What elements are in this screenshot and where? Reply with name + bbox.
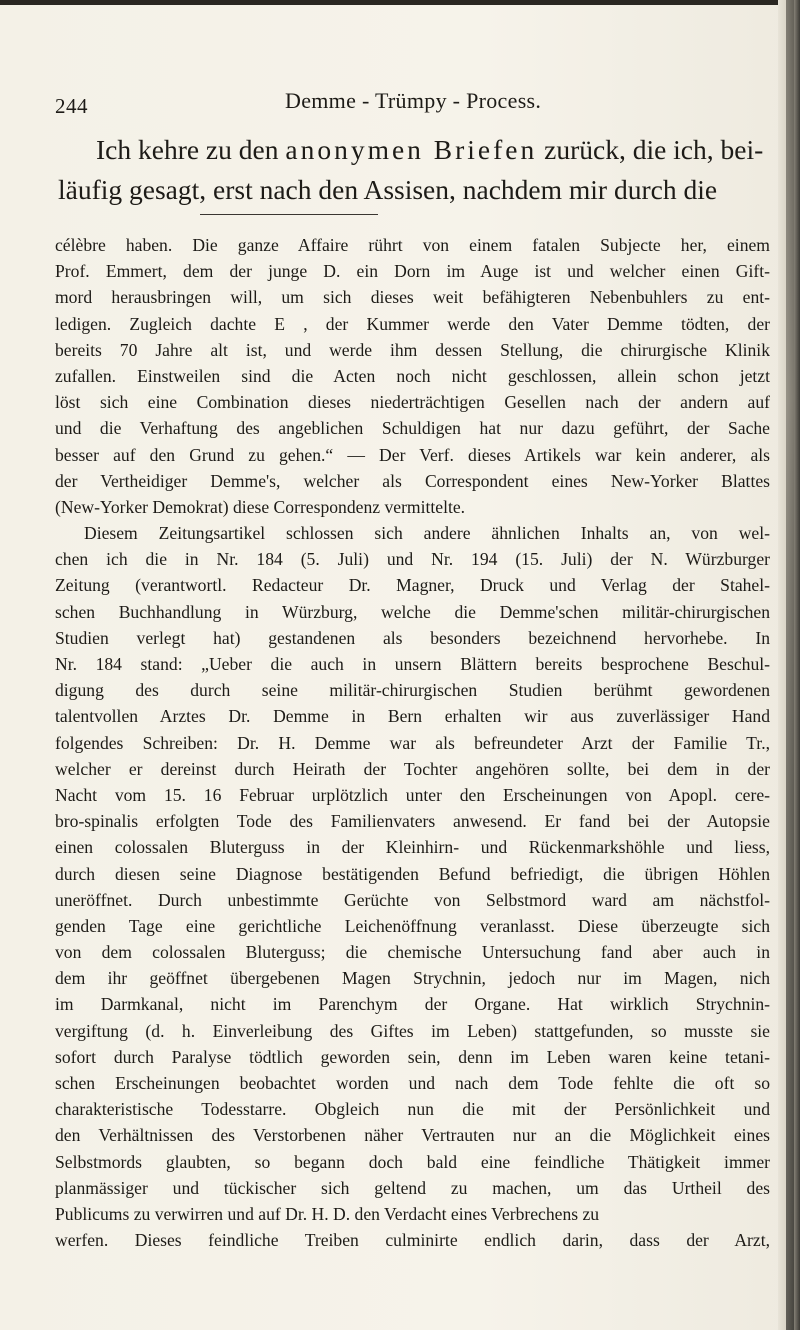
text-line: ledigen. Zugleich dachte E , der Kummer werde den Vater Demme tödten, der: [55, 313, 770, 334]
text-line: bereits 70 Jahre alt ist, und werde ihm dessen Stellung, die chirurgische Klinik: [55, 339, 770, 360]
page-number: 244: [55, 94, 88, 118]
text-line: schen Erscheinungen beobachtet worden und nach dem Tode fehlte die oft so: [55, 1073, 770, 1093]
text-line: Nacht vom 15. 16 Februar urplötzlich unter den Erscheinungen von Apopl. cere-: [55, 784, 770, 805]
text-line: talentvollen Arztes Dr. Demme in Bern erhalten wir aus zuverlässiger Hand: [55, 706, 770, 727]
footnote-body: [55, 232, 770, 1253]
text-line: folgendes Schreiben: Dr. H. Demme war als befreundeter Arzt der Familie Tr.,: [55, 732, 770, 753]
text-line: Selbstmords glaubten, so begann doch bald eine feindliche Thätigkeit immer: [55, 1151, 770, 1172]
running-head: Demme - Trümpy - Process.: [285, 88, 542, 113]
lead-line-2: läufig gesagt, erst nach den Assisen, nachdem mir durch die: [58, 174, 718, 205]
text-line: mord herausbringen will, um sich dieses weit befähigteren Nebenbuhlers zu ent-: [55, 287, 770, 308]
text-line: genden Tage eine gerichtliche Leichenöffnung veranlasst. Diese überzeugte sich: [55, 915, 770, 936]
text-line: Nr. 184 stand: „Ueber die auch in unsern Blättern bereits besprochene Beschul-: [55, 654, 770, 674]
page-top-edge: [0, 0, 800, 5]
text-line: einen colossalen Bluterguss in der Kleinhirn- und Rückenmarkshöhle und liess,: [55, 837, 770, 858]
lead-line-1: [96, 130, 786, 170]
text-line: durch diesen seine Diagnose bestätigenden Befund befriedigt, die übrigen Höhlen: [55, 863, 770, 884]
text-line: besser auf den Grund zu gehen.“ — Der Verf. dieses Artikels war kein anderer, als: [55, 444, 770, 465]
text-line: célèbre haben. Die ganze Affaire rührt von einem fatalen Subjecte her, einem: [55, 235, 770, 255]
footnote-rule: [200, 214, 378, 215]
lead-paragraph: [58, 130, 786, 210]
text-line: schen Buchhandlung in Würzburg, welche die Demme'schen militär-chirurgischen: [55, 601, 770, 622]
text-line: vergiftung (d. h. Einverleibung des Giftes im Leben) stattgefunden, so musste sie: [55, 1020, 770, 1041]
text-line: charakteristische Todesstarre. Obgleich nun die mit der Persönlichkeit und: [55, 1099, 770, 1120]
text-line: Prof. Emmert, dem der junge D. ein Dorn im Auge ist und welcher einen Gift-: [55, 261, 770, 282]
text-line: dem ihr geöffnet übergebenen Magen Strychnin, jedoch nur im Magen, nich: [55, 968, 770, 989]
text-line: zufallen. Einstweilen sind die Acten noch nicht geschlossen, allein schon jetzt: [55, 365, 770, 386]
text-line: von dem colossalen Bluterguss; die chemische Untersuchung fand aber auch in: [55, 942, 770, 963]
text-line: den Verhältnissen des Verstorbenen näher Vertrauten nur an die Möglichkeit eines: [55, 1125, 770, 1146]
text-line: Publicums zu verwirren und auf Dr. H. D. den Verdacht eines Verbrechens zu: [55, 1203, 600, 1224]
lead-line-1-start: Ich kehre zu den: [96, 134, 286, 165]
text-line: Diesem Zeitungsartikel schlossen sich andere ähnlichen Inhalts an, von wel-: [84, 523, 770, 544]
text-line: Studien verlegt hat) gestandenen als besonders bezeichnend hervorhebe. In: [55, 627, 770, 648]
lead-line-1-end: zurück, die ich, bei-: [537, 134, 764, 165]
text-line: sofort durch Paralyse tödtlich geworden sein, denn im Leben waren keine tetani-: [55, 1046, 770, 1067]
text-line: chen ich die in Nr. 184 (5. Juli) und Nr. 194 (15. Juli) der N. Würzburger: [55, 549, 770, 570]
text-line: der Vertheidiger Demme's, welcher als Correspondent eines New-Yorker Blattes: [55, 470, 770, 491]
lead-emphasis: anonymen Briefen: [285, 134, 538, 165]
text-line: bro-spinalis erfolgten Tode des Familienvaters anwesend. Er fand bei der Autopsie: [55, 811, 770, 832]
text-line: werfen. Dieses feindliche Treiben culminirte endlich darin, dass der Arzt,: [55, 1230, 770, 1251]
text-line: Zeitung (verantwortl. Redacteur Dr. Magner, Druck und Verlag der Stahel-: [55, 575, 770, 596]
text-line: planmässiger und tückischer sich geltend zu machen, um das Urtheil des: [55, 1177, 770, 1198]
text-line: und die Verhaftung des angeblichen Schuldigen hat nur dazu geführt, der Sache: [55, 418, 770, 439]
text-line: löst sich eine Combination dieses niederträchtigen Gesellen nach der andern auf: [55, 392, 770, 413]
text-line: (New-Yorker Demokrat) diese Correspondenz vermittelte.: [55, 496, 466, 517]
page-header: [55, 88, 755, 120]
binding-shadow: [786, 0, 794, 1330]
text-line: im Darmkanal, nicht im Parenchym der Organe. Hat wirklich Strychnin-: [55, 994, 770, 1015]
text-line: uneröffnet. Durch unbestimmte Gerüchte von Selbstmord ward am nächstfol-: [55, 889, 770, 910]
text-line: welcher er dereinst durch Heirath der Tochter angehören sollte, bei dem in der: [55, 758, 770, 779]
text-line: digung des durch seine militär-chirurgischen Studien berühmt gewordenen: [55, 680, 770, 701]
